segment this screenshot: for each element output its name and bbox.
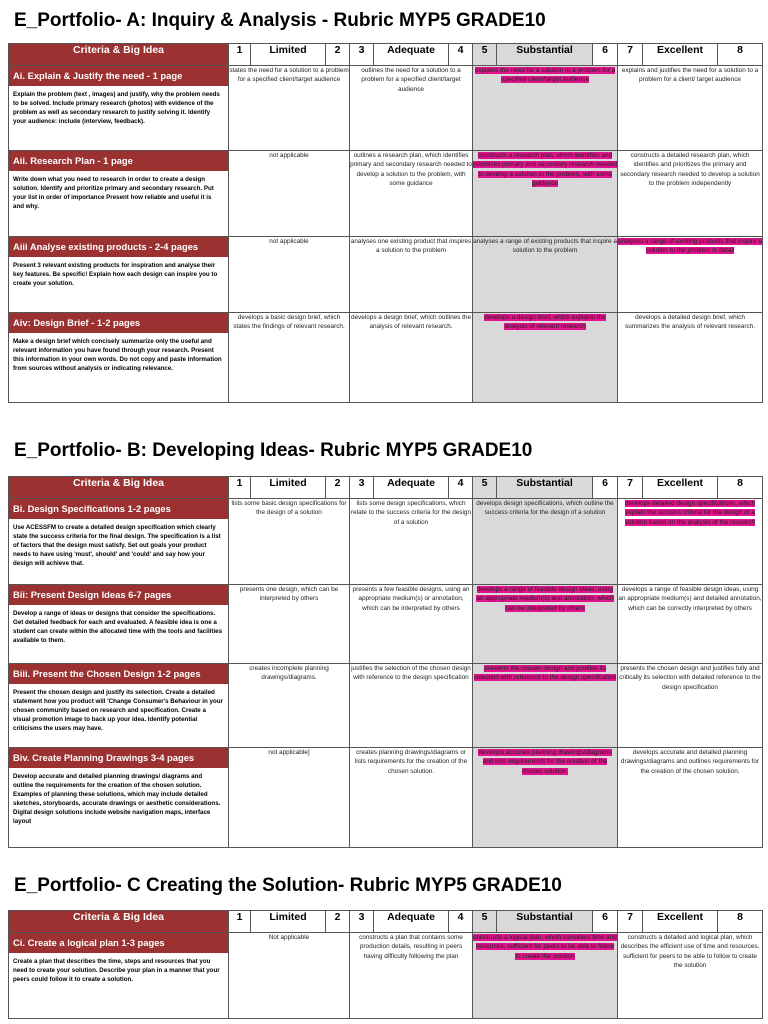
level-label-limited: Limited [251,477,326,499]
descriptor-excellent: explains and justifies the need for a solution to a problem for a client/ target audience [618,66,763,151]
criterion-description: Write down what you need to research in order to create a design solution. Identify and prioritize primary and secondary research. Put your list in order of importance Present how reliable and useful it is and why. [13,176,214,210]
level-num: 8 [718,477,763,499]
criterion-title: Aiii Analyse existing products - 2-4 pages [9,237,228,257]
level-label-adequate: Adequate [374,44,449,66]
descriptor-substantial [473,585,618,664]
descriptor-excellent: constructs a detailed and logical plan, which describes the efficient use of time and resources, sufficient for peers to be able to follow to create the solution [618,933,763,1019]
descriptor-substantial: develops design specifications, which outline the success criteria for the design of a solution [473,499,618,585]
descriptor-substantial [473,151,618,237]
level-num: 1 [229,911,251,933]
level-num: 6 [593,477,618,499]
table-row [9,664,763,748]
criterion-title: Aiv: Design Brief - 1-2 pages [9,313,228,333]
criterion-title: Bi. Design Specifications 1-2 pages [9,499,228,519]
criterion-description: Present 3 relevant existing products for inspiration and analyse their key features. Be specific! Explain how each design can inspire you to create your solution. [13,262,218,287]
criterion-description: Present the chosen design and justify its selection. Create a detailed statement how you product will 'Change Consumer's Behaviour in your chosen community based on research and specification. Create a visual promotion image to back up your idea. Identify potential criticisms the users may have. [13,689,223,732]
table-row [9,933,763,1019]
descriptor-excellent: develops a detailed design brief, which summarizes the analysis of relevant research. [618,313,763,403]
descriptor-excellent: develops accurate and detailed planning drawings/diagrams and outlines requirements for the creation of the chosen solution. [618,748,763,848]
descriptor-adequate: constructs a plan that contains some production details, resulting in peers having difficulty following the plan [350,933,473,1019]
table-row [9,748,763,848]
level-num: 5 [473,911,497,933]
descriptor-limited: not applicable] [229,748,350,848]
level-num: 3 [350,44,374,66]
header-row [9,477,763,499]
level-label-limited: Limited [251,44,326,66]
descriptor-substantial [473,933,618,1019]
descriptor-limited: not applicable [229,151,350,237]
descriptor-adequate: justifies the selection of the chosen design with reference to the design specification [350,664,473,748]
table-row [9,585,763,664]
criterion-description: Develop a range of ideas or designs that consider the specifications. Get detailed feedback for each and evaluated. A feasible idea is one a student can create within the allocated time with the tools and facilities available to them. [13,610,223,644]
descriptor-adequate: presents a few feasible designs, using an appropriate medium(s) or annotation, which can be interpreted by others [350,585,473,664]
level-num: 7 [618,911,643,933]
criteria-header: Criteria & Big Idea [9,477,229,499]
descriptor-limited: presents one design, which can be interpreted by others [229,585,350,664]
highlighted-text: constructs a logical plan, which considers time and resources, sufficient for peers to be able to follow to create the solution [473,934,617,960]
level-num: 7 [618,477,643,499]
criterion-title: Ai. Explain & Justify the need - 1 page [9,66,228,86]
level-num: 4 [449,911,473,933]
criterion-cell [9,499,229,585]
criterion-cell [9,151,229,237]
header-row [9,911,763,933]
descriptor-adequate: outlines a research plan, which identifies primary and secondary research needed to develop a solution to the problem, with some guidance [350,151,473,237]
descriptor-excellent: develops a range of feasible design ideas, using an appropriate medium(s) and detailed annotation, which can be correctly interpreted by others [618,585,763,664]
rubric-table-c [8,910,763,1019]
table-row [9,313,763,403]
table-row [9,66,763,151]
descriptor-excellent: presents the chosen design and justifies fully and critically its selection with detailed reference to the design specification [618,664,763,748]
section-b-title: E_Portfolio- B: Developing Ideas- Rubric MYP5 GRADE10 [14,440,533,461]
descriptor-adequate: outlines the need for a solution to a problem for a specified client/target audience [350,66,473,151]
rubric-table-a [8,43,763,403]
level-label-excellent: Excellent [643,44,718,66]
level-num: 2 [326,911,350,933]
highlighted-text: analyses a range of existing products that inspire a solution to the problem in detail [618,238,762,255]
criterion-cell [9,237,229,313]
level-num: 4 [449,44,473,66]
highlighted-text: develops accurate planning drawings/diagrams and lists requirements for the creation of the chosen solution. [478,749,612,775]
level-label-adequate: Adequate [374,911,449,933]
section-c-title: E_Portfolio- C Creating the Solution- Rubric MYP5 GRADE10 [14,875,562,896]
level-label-excellent: Excellent [643,477,718,499]
table-row [9,499,763,585]
criterion-title: Biii. Present the Chosen Design 1-2 pages [9,664,228,684]
descriptor-limited: states the need for a solution to a problem for a specified client/target audience [229,66,350,151]
descriptor-substantial [473,664,618,748]
descriptor-limited: Not applicable [229,933,350,1019]
level-num: 5 [473,44,497,66]
criterion-title: Ci. Create a logical plan 1-3 pages [9,933,228,953]
level-label-substantial: Substantial [497,477,593,499]
descriptor-limited: lists some basic design specifications for the design of a solution [229,499,350,585]
level-label-substantial: Substantial [497,44,593,66]
criterion-description: Use ACESSFM to create a detailed design specification which clearly state the success criteria for the final design. The specification is a list of factors that the design must satisfy. Set out goals your product needs to have using 'must', should' and 'could' and say how your design will achieve that. [13,524,221,567]
descriptor-adequate: develops a design brief, which outlines the analysis of relevant research. [350,313,473,403]
criterion-title: Biv. Create Planning Drawings 3-4 pages [9,748,228,768]
section-a-title: E_Portfolio- A: Inquiry & Analysis - Rubric MYP5 GRADE10 [14,10,546,31]
criterion-cell [9,664,229,748]
descriptor-substantial [473,313,618,403]
level-num: 2 [326,44,350,66]
descriptor-substantial [473,66,618,151]
criterion-title: Aii. Research Plan - 1 page [9,151,228,171]
criterion-cell [9,66,229,151]
highlighted-text: presents the chosen design and justifies its selection with reference to the design specification [473,665,617,682]
level-num: 2 [326,477,350,499]
descriptor-excellent [618,499,763,585]
descriptor-adequate: analyses one existing product that inspires a solution to the problem [350,237,473,313]
criterion-cell [9,748,229,848]
level-label-adequate: Adequate [374,477,449,499]
descriptor-adequate: lists some design specifications, which relate to the success criteria for the design of a solution [350,499,473,585]
criterion-title: Bii: Present Design Ideas 6-7 pages [9,585,228,605]
table-row [9,151,763,237]
level-num: 1 [229,44,251,66]
level-num: 4 [449,477,473,499]
level-num: 6 [593,911,618,933]
descriptor-excellent: constructs a detailed research plan, which identifies and prioritizes the primary and secondary research needed to develop a solution to the problem independently [618,151,763,237]
criteria-header: Criteria & Big Idea [9,911,229,933]
highlighted-text: explains the need for a solution to a problem for a specified client/target audience [474,67,616,84]
level-label-excellent: Excellent [643,911,718,933]
highlighted-text: develops detailed design specifications, which explain the success criteria for the design of a solution based on the analysis of the research [624,500,756,526]
criterion-cell [9,585,229,664]
level-num: 3 [350,477,374,499]
rubric-table-b [8,476,763,848]
highlighted-text: constructs a research plan, which identifies and prioritizes primary and secondary research needed to develop a solution to the problem, with some guidance [473,152,617,187]
level-num: 1 [229,477,251,499]
level-num: 8 [718,44,763,66]
level-num: 3 [350,911,374,933]
level-label-limited: Limited [251,911,326,933]
level-num: 7 [618,44,643,66]
criterion-description: Make a design brief which concisely summarize only the useful and relevant information you have found through your research. Present this information in your own words. Do not copy and paste information from sources without analysis or indicating relevance. [13,338,222,372]
descriptor-substantial [473,748,618,848]
descriptor-limited: develops a basic design brief, which states the findings of relevant research. [229,313,350,403]
descriptor-limited: not applicable [229,237,350,313]
table-row [9,237,763,313]
level-num: 8 [718,911,763,933]
level-label-substantial: Substantial [497,911,593,933]
criteria-header: Criteria & Big Idea [9,44,229,66]
header-row [9,44,763,66]
criterion-description: Develop accurate and detailed planning drawings/ diagrams and outline the requirements for the creation of the chosen solution. Examples of planning these solutions, which may include detailed sketches, storyboards, accurate drawings or aesthetic considerations. Digital design solutions include website navigation maps, interface layout [13,773,221,825]
highlighted-text: develops a design brief, which explains the analysis of relevant research [484,314,606,331]
criterion-description: Explain the problem (text , images) and justify, why the problem needs to be solved. Include primary research (photos) with evidence of the problem as well as secondary research to justify solving it. Identify your audience: include (interview, feedback). [13,91,220,125]
criterion-cell [9,933,229,1019]
descriptor-excellent [618,237,763,313]
descriptor-limited: creates incomplete planning drawings/diagrams. [229,664,350,748]
descriptor-substantial: analyses a range of existing products that inspire a solution to the problem [473,237,618,313]
highlighted-text: develops a range of feasible design ideas, using an appropriate medium(s) and annotation, which can be interpreted by others [476,586,614,612]
level-num: 5 [473,477,497,499]
level-num: 6 [593,44,618,66]
criterion-description: Create a plan that describes the time, steps and resources that you need to create your solution. Describe your plan in a manner that your peers could follow it to create a solution. [13,958,220,983]
criterion-cell [9,313,229,403]
descriptor-adequate: creates planning drawings/diagrams or lists requirements for the creation of the chosen solution. [350,748,473,848]
